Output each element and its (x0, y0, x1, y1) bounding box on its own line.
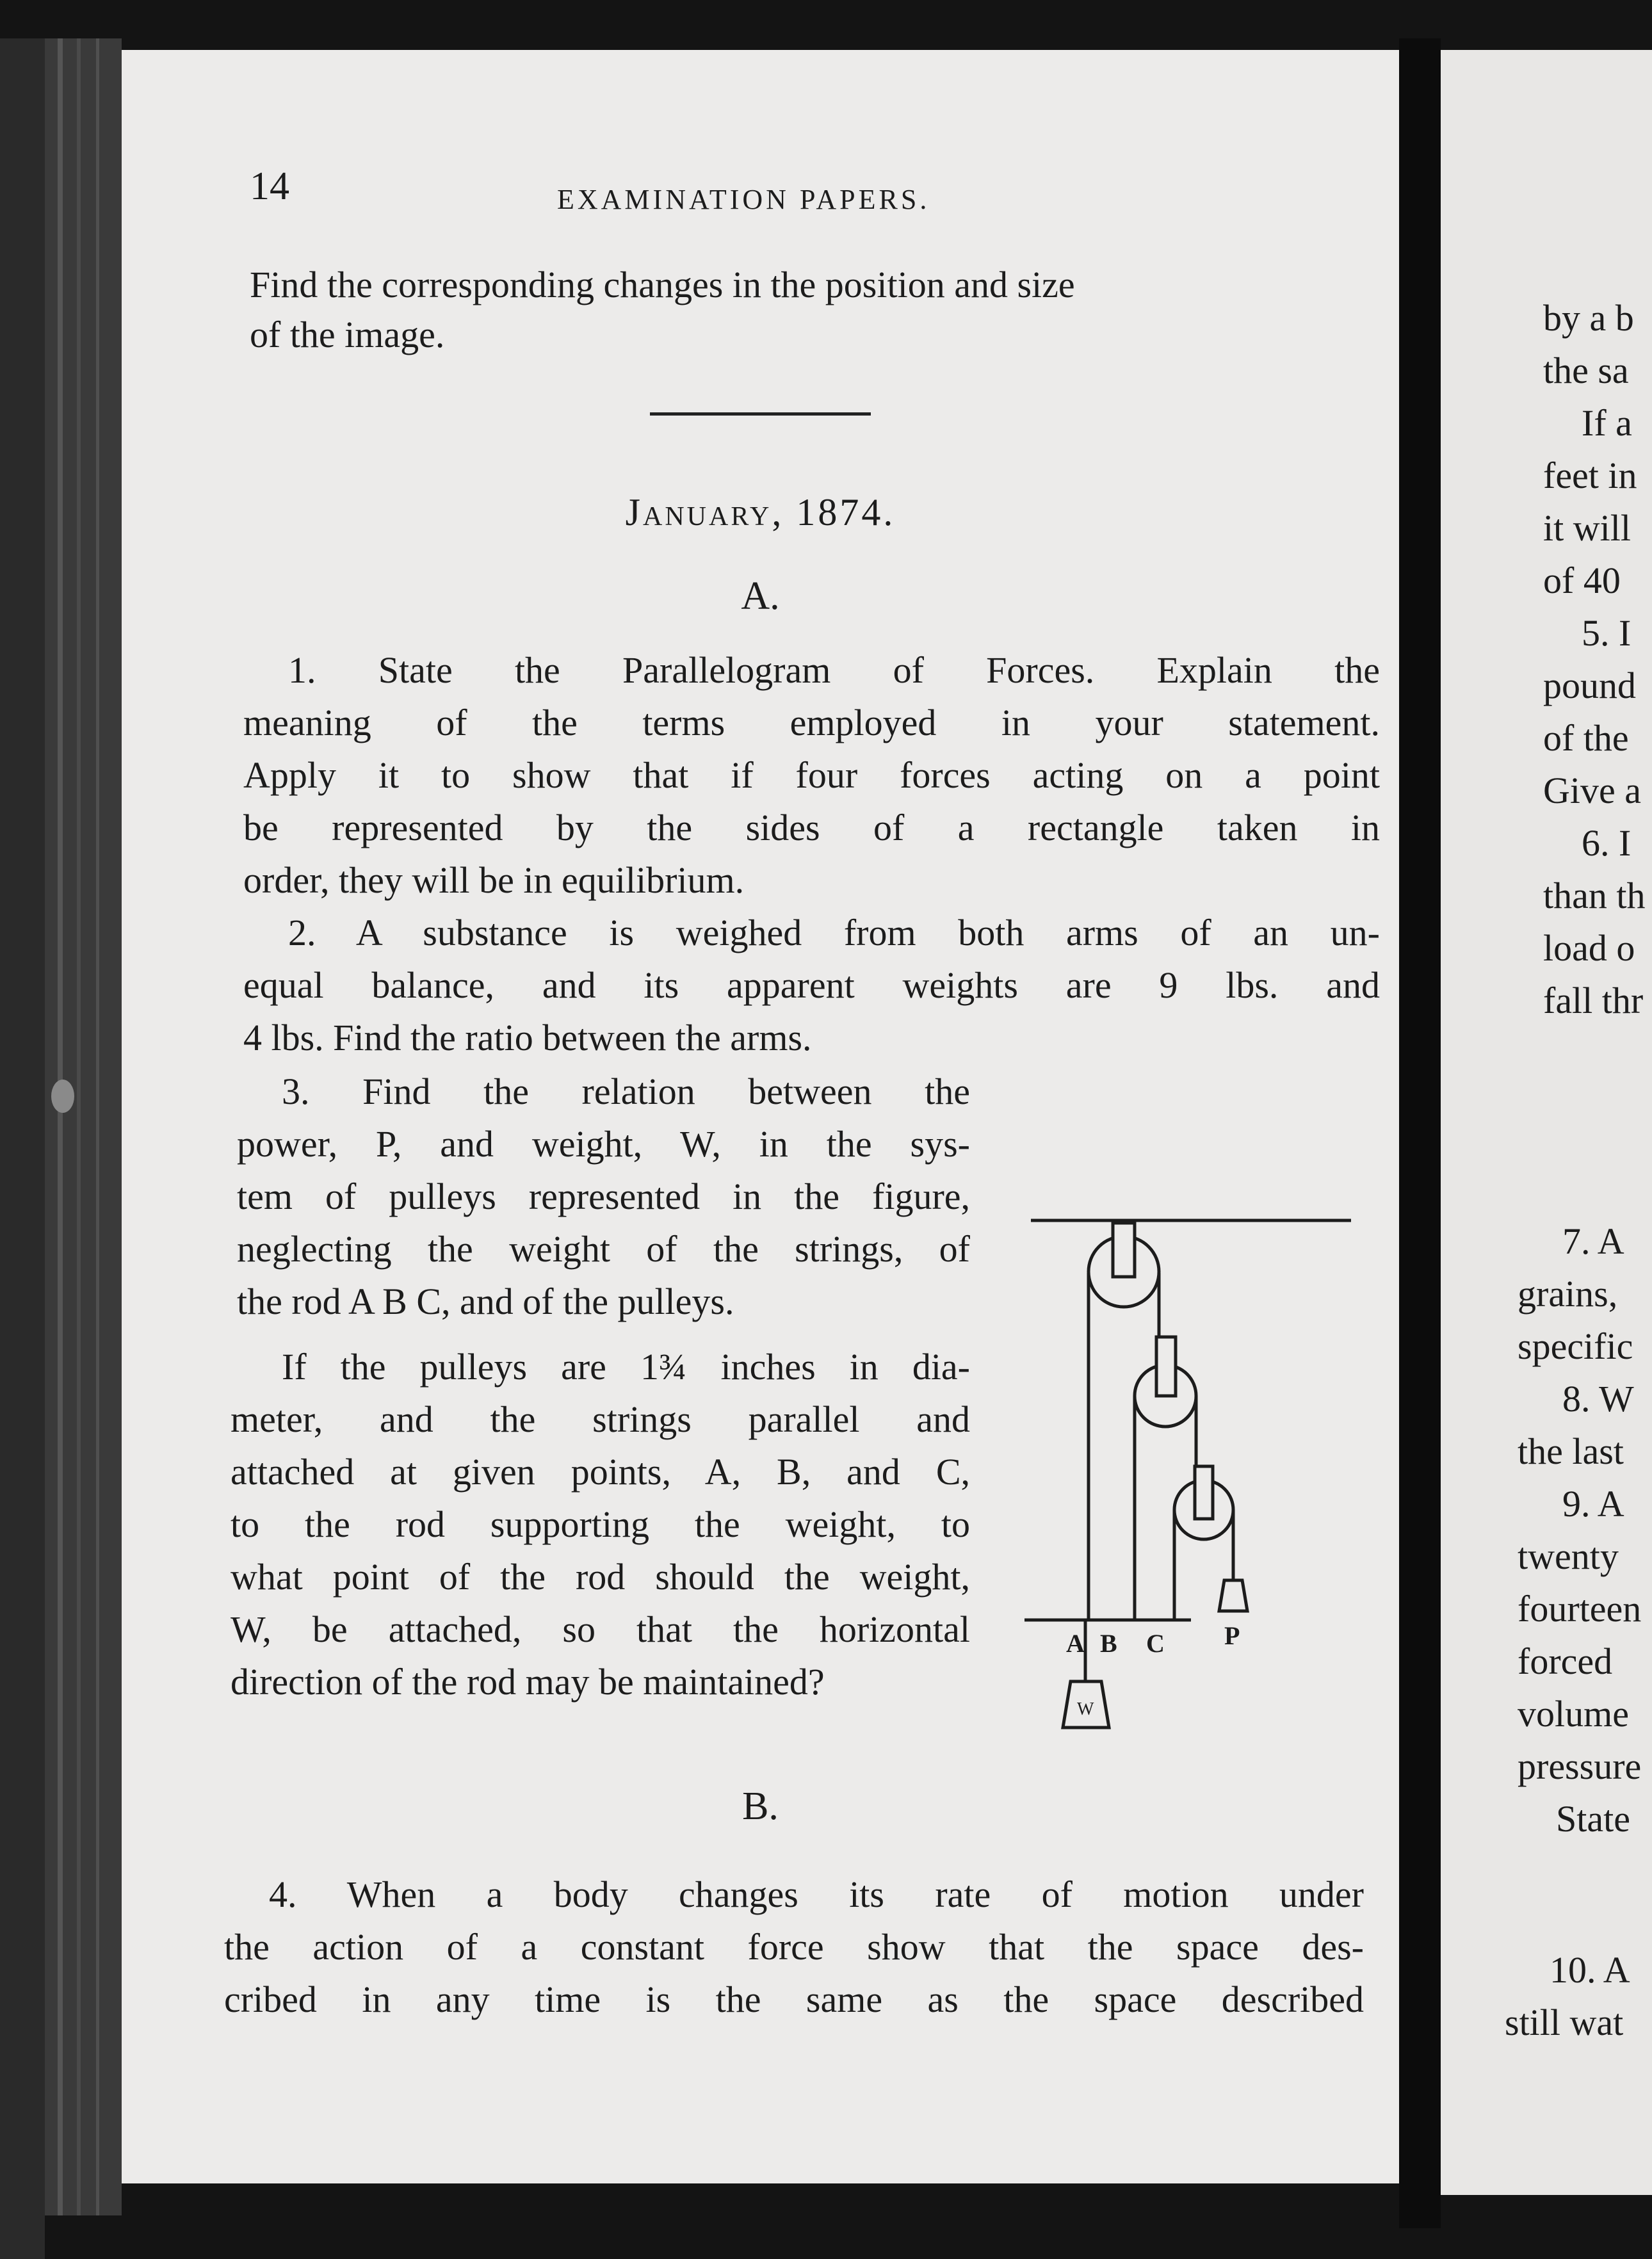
right-page-line: grains, (1518, 1273, 1618, 1315)
running-head: EXAMINATION PAPERS. (557, 184, 930, 215)
question-3-continued-line: meter, and the strings parallel and (231, 1398, 970, 1440)
question-1-line: 1. State the Parallelogram of Forces. Explain the (288, 649, 1380, 691)
right-page-line: 9. A (1562, 1483, 1624, 1525)
question-3-continued-line: If the pulleys are 1¾ inches in dia- (282, 1346, 970, 1388)
question-3-continued-line: attached at given points, A, B, and C, (231, 1451, 970, 1493)
figure-label-b: B (1100, 1629, 1117, 1658)
right-page-line: by a b (1543, 297, 1634, 339)
question-1-line: be represented by the sides of a rectangle taken in (243, 807, 1380, 848)
right-page-line: feet in (1543, 455, 1637, 496)
right-page-line: load o (1543, 927, 1635, 969)
page-number: 14 (250, 165, 289, 208)
question-2-line: 4 lbs. Find the ratio between the arms. (243, 1017, 812, 1058)
right-page-line: forced (1518, 1640, 1613, 1682)
section-divider-rule (650, 412, 871, 416)
right-page-line: pressure (1518, 1745, 1642, 1787)
question-1-line: meaning of the terms employed in your statement. (243, 702, 1380, 743)
right-page-line: specific (1518, 1325, 1633, 1367)
pulley-system-figure (1018, 1151, 1377, 1740)
question-2-line: 2. A substance is weighed from both arms of an un- (288, 912, 1380, 953)
figure-label-a: A (1066, 1629, 1085, 1658)
question-3-line: power, P, and weight, W, in the sys- (237, 1123, 970, 1165)
right-page-partial (1441, 50, 1652, 2195)
right-page-line: Give a (1543, 770, 1641, 811)
figure-label-p: P (1224, 1621, 1240, 1650)
left-page (122, 50, 1399, 2183)
right-page-line: 7. A (1562, 1220, 1624, 1262)
question-2-line: equal balance, and its apparent weights are 9 lbs. and (243, 964, 1380, 1006)
figure-label-c: C (1146, 1629, 1165, 1658)
figure-label-w: W (1077, 1699, 1094, 1719)
right-page-line: State (1556, 1798, 1630, 1840)
question-3-continued-line: direction of the rod may be maintained? (231, 1661, 825, 1703)
section-heading-a: A. (741, 574, 780, 618)
exam-date-heading: January, 1874. (625, 491, 896, 533)
right-page-line: the sa (1543, 350, 1629, 391)
question-3-continued-line: to the rod supporting the weight, to (231, 1503, 970, 1545)
right-page-line: volume (1518, 1693, 1629, 1735)
right-page-line: 10. A (1550, 1949, 1630, 1991)
right-page-line: of the (1543, 717, 1629, 759)
power-weight-p (1219, 1580, 1247, 1611)
right-page-line: 6. I (1582, 822, 1632, 864)
question-3-continued-line: W, be attached, so that the horizontal (231, 1608, 970, 1650)
question-3-line: neglecting the weight of the strings, of (237, 1228, 970, 1270)
question-1-line: Apply it to show that if four forces acting on a point (243, 754, 1380, 796)
question-1-line: order, they will be in equilibrium. (243, 859, 745, 901)
right-page-line: 8. W (1562, 1378, 1634, 1420)
question-3-line: tem of pulleys represented in the figure, (237, 1176, 970, 1217)
right-page-line: of 40 (1543, 560, 1621, 601)
right-page-line: 5. I (1582, 612, 1632, 654)
question-3-line: the rod A B C, and of the pulleys. (237, 1281, 734, 1322)
right-page-line: twenty (1518, 1535, 1619, 1577)
right-page-line: pound (1543, 665, 1636, 706)
question-3-line: 3. Find the relation between the (282, 1071, 970, 1112)
section-heading-b: B. (742, 1785, 779, 1828)
right-page-line: than th (1543, 875, 1646, 916)
question-4-line: 4. When a body changes its rate of motion under (269, 1874, 1364, 1915)
question-3-continued-line: what point of the rod should the weight, (231, 1556, 970, 1598)
right-page-line: it will (1543, 507, 1631, 549)
question-4-line: the action of a constant force show that the space des- (224, 1926, 1364, 1968)
right-page-line: fall thr (1543, 980, 1644, 1021)
question-4-line: cribed in any time is the same as the space described (224, 1979, 1364, 2020)
continuation-line: Find the corresponding changes in the position and size (250, 264, 1075, 305)
right-page-line: If a (1582, 402, 1632, 444)
right-page-line: the last (1518, 1430, 1624, 1472)
continuation-line: of the image. (250, 314, 445, 355)
right-page-line: fourteen (1518, 1588, 1642, 1630)
right-page-line: still wat (1505, 2002, 1624, 2043)
